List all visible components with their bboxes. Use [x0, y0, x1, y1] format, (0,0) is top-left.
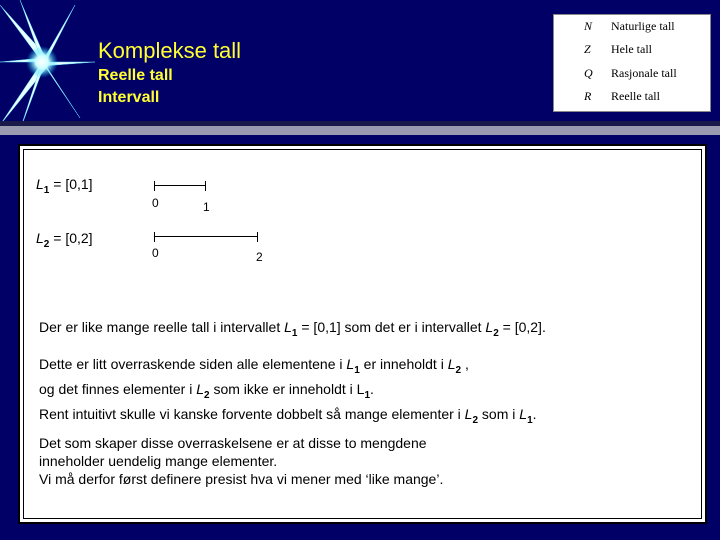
legend-row-natural: [554, 19, 710, 41]
legend-symbol: R: [584, 89, 592, 103]
paragraph-surprise-line3: Rent intuitivt skulle vi kanske forvente dobbelt så mange elementer i $L_2$ som i $L_1$.: [39, 405, 537, 426]
interval-l1-label: $L_1 = [0,1]$: [36, 176, 93, 196]
paragraph-surprise: [39, 355, 699, 429]
legend-symbol: N: [584, 19, 593, 33]
legend-symbol: Q: [584, 66, 593, 80]
interval-l2-label: $L_2 = [0,2]$: [36, 230, 93, 250]
interval-l2-start-label: 0: [152, 246, 159, 260]
legend-name: Naturlige tall: [611, 19, 675, 33]
legend-name: Hele tall: [611, 42, 652, 56]
interval-l2-ruler: [154, 232, 258, 242]
legend-row-rational: [554, 66, 710, 88]
paragraph-infinite-line2: inneholder uendelig mange elementer.: [39, 453, 278, 469]
legend-row-real: [554, 89, 710, 111]
header-divider-band: [0, 126, 720, 135]
number-set-legend: [553, 14, 711, 112]
slide-title: Komplekse tall: [98, 38, 242, 63]
paragraph-surprise-line1: Dette er litt overraskende siden alle elementene i $L_1$ er inneholdt i $L_2$ ,: [39, 356, 469, 376]
legend-name: Reelle tall: [611, 89, 660, 103]
legend-symbol: Z: [584, 42, 591, 56]
interval-l2-end-label: 2: [256, 250, 263, 264]
subtitle-reelle-tall: Reelle tall: [98, 67, 173, 84]
paragraph-infinite-line1: Det som skaper disse overraskelsene er at disse to mengdene: [39, 435, 427, 451]
paragraph-infinite-line3: Vi må derfor først definere presist hva vi mener med ‘like mange’.: [39, 471, 444, 487]
legend-row-integer: [554, 42, 710, 64]
legend-name: Rasjonale tall: [611, 66, 677, 80]
paragraph-surprise-line2: og det finnes elementer i $L_2$ som ikke er inneholdt i $L_1$.: [39, 380, 374, 401]
star-burst-decoration: [0, 0, 100, 130]
paragraph-infinite: [39, 434, 699, 488]
content-frame: [23, 149, 702, 519]
interval-l1-start-label: 0: [152, 196, 159, 210]
interval-l1-ruler: [154, 181, 206, 191]
content-panel: [18, 144, 707, 524]
subtitle-intervall: Intervall: [98, 89, 160, 106]
paragraph-same-count: Der er like mange reelle tall i intervallet $L_1 = [0,1]$ som det er i intervallet $L_2 = [0,2]$.: [39, 319, 546, 339]
interval-l1-end-label: 1: [203, 200, 210, 214]
